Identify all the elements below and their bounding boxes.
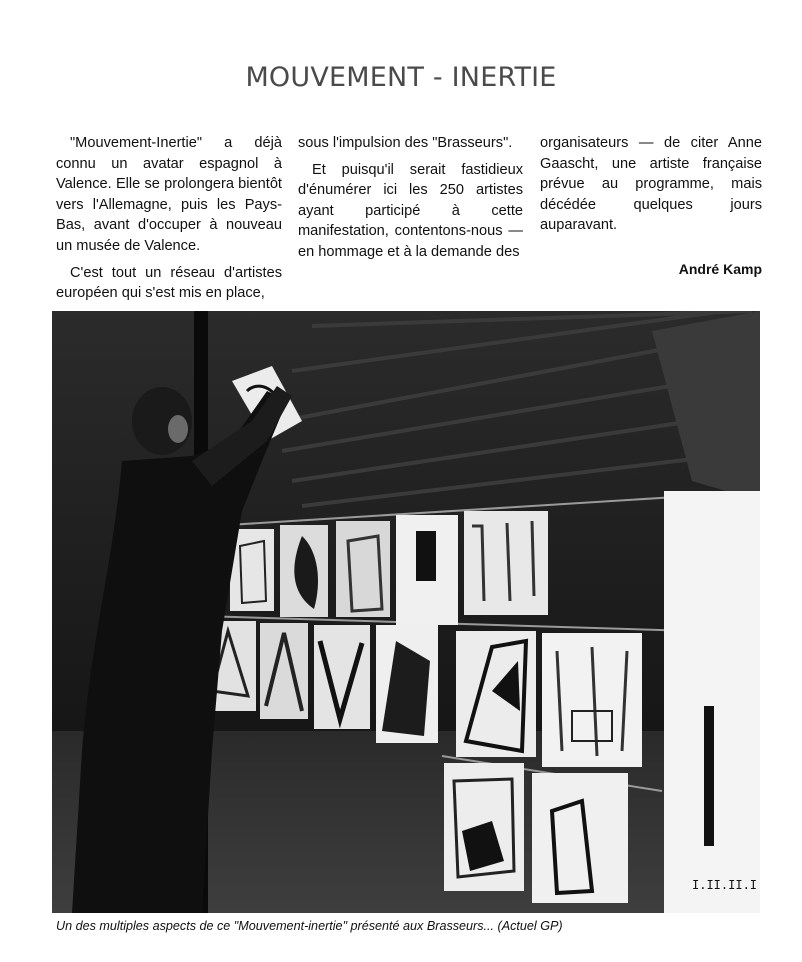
white-panel bbox=[664, 491, 760, 913]
panel-sign-text: I.II.II.I bbox=[692, 878, 758, 892]
paragraph: "Mouvement-Inertie" a déjà connu un avatar espagnol à Valence. Elle se prolongera bientôt vers l'Allemagne, puis les Pays-Bas, avant d'occuper à nouveau un musée de Valence. bbox=[56, 135, 282, 254]
article-title: MOUVEMENT - INERTIE bbox=[245, 62, 557, 93]
text-column-3 bbox=[540, 133, 762, 236]
paragraph: organisateurs — de citer Anne Gaascht, une artiste française prévue au programme, mais décédée quelques jours auparavant. bbox=[540, 135, 762, 234]
drawings-bottom-row bbox=[444, 763, 628, 903]
text-column-1 bbox=[56, 133, 282, 304]
paragraph: Et puisqu'il serait fastidieux d'énumérer ici les 250 artistes ayant participé à cette manifestation, contentons-nous — en hommage et à la demande des bbox=[298, 161, 523, 260]
paragraph: C'est tout un réseau d'artistes européen qui s'est mis en place, bbox=[56, 264, 282, 302]
author-signature: André Kamp bbox=[678, 261, 762, 277]
text-column-2 bbox=[298, 133, 523, 263]
photo-caption: Un des multiples aspects de ce "Mouvement-inertie" présenté aux Brasseurs... (Actuel GP) bbox=[56, 919, 563, 933]
photo-illustration bbox=[52, 311, 760, 913]
exhibition-photo bbox=[52, 311, 760, 913]
paragraph: sous l'impulsion des "Brasseurs". bbox=[298, 135, 513, 151]
